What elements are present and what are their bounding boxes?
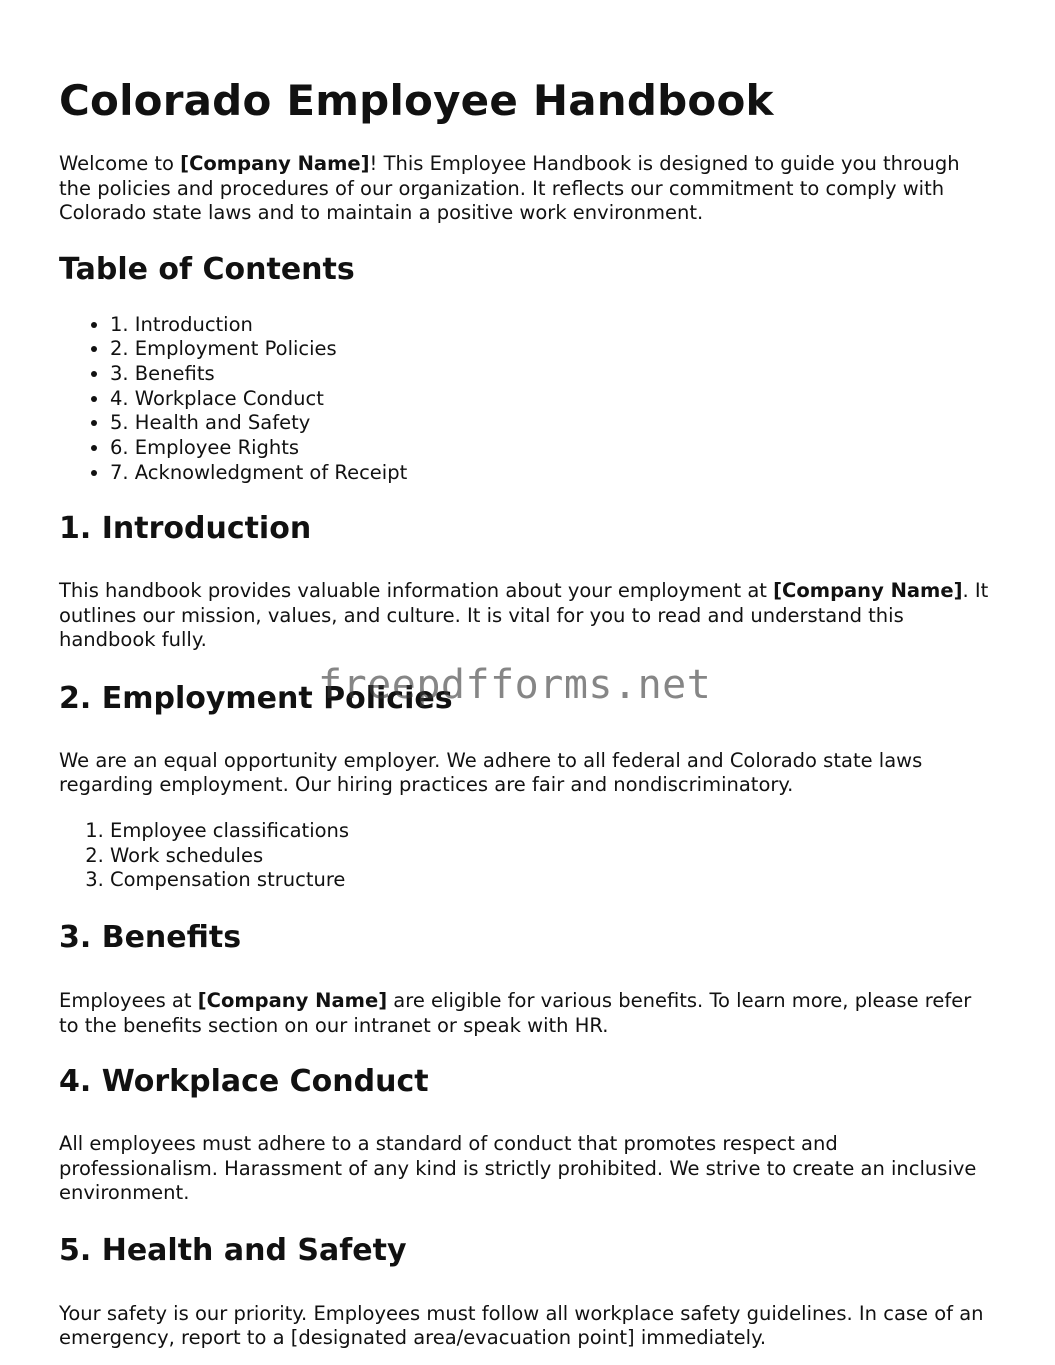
company-name-placeholder: [Company Name] [773,579,963,603]
toc-item: • 4. Workplace Conduct [110,387,989,412]
section-health-safety-text: Your safety is our priority. Employees must follow all workplace safety guidelines. In case of an emergency, report to a [designated area/evacuation point] immediately. [59,1301,984,1350]
toc-item: • 2. Employment Policies [110,337,989,362]
employment-policies-list [59,819,989,893]
section-health-safety-heading: 5. Health and Safety [59,1232,407,1268]
benefits-text-start: Employees at [59,989,198,1013]
toc-item: • 7. Acknowledgment of Receipt [110,461,989,486]
section-introduction-text [59,579,989,653]
introduction-text-start: This handbook provides valuable information about your employment at [59,579,774,603]
benefits-text-end: are eligible for various benefits. To learn more, please refer to the benefits section on our intranet or speak with HR. [59,989,972,1037]
section-workplace-conduct-text: All employees must adhere to a standard of conduct that promotes respect and professionalism. Harassment of any kind is strictly prohibited. We strive to create an inclusive environment. [59,1132,977,1205]
section-workplace-conduct-heading: 4. Workplace Conduct [59,1064,429,1100]
section-benefits-text [59,989,989,1038]
toc-item: • 3. Benefits [110,362,989,387]
watermark: freepdfforms.net [318,662,712,708]
section-employment-policies-text: We are an equal opportunity employer. We adhere to all federal and Colorado state laws regarding employment. Our hiring practices are fair and nondiscriminatory. [59,748,923,797]
toc-heading: Table of Contents [59,251,355,287]
toc-list [59,313,989,486]
welcome-text-start: Welcome to [59,152,181,175]
introduction-text-end: . It outlines our mission, values, and culture. It is vital for you to read and understand this handbook fully. [59,579,989,652]
company-name-placeholder: [Company Name] [197,989,388,1013]
welcome-text-end: ! This Employee Handbook is designed to guide you through the policies and procedures of our organization. It reflects our commitment to comply with Colorado state laws and to maintain a positive work environment. [59,152,960,224]
document-page [59,0,989,1351]
toc-item: • 1. Introduction [110,313,989,338]
section-employment-policies-heading: 2. Employment Policies [59,680,453,716]
company-name-placeholder: [Company Name] [180,152,370,175]
welcome-paragraph [59,152,989,226]
toc-item: • 6. Employee Rights [110,436,989,461]
section-introduction-heading: 1. Introduction [59,511,312,547]
toc-item: • 5. Health and Safety [110,411,989,436]
document-title: Colorado Employee Handbook [59,76,774,125]
policy-item: 3. Compensation structure [110,868,989,893]
policy-item: 1. Employee classifications [110,819,989,844]
policy-item: 2. Work schedules [110,844,989,869]
section-benefits-heading: 3. Benefits [59,920,242,956]
